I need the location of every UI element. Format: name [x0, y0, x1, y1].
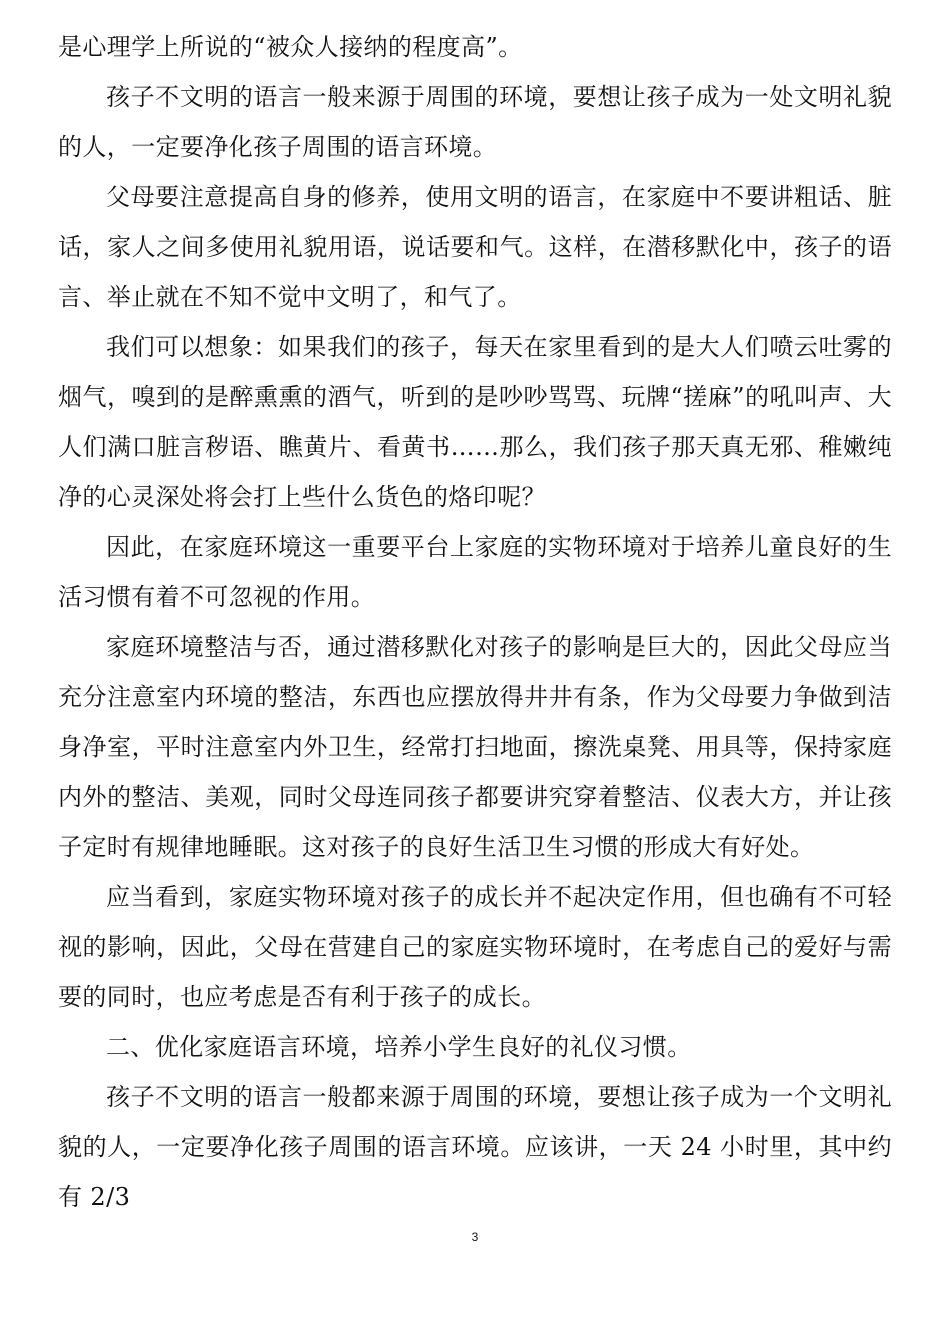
- paragraph-9: 孩子不文明的语言一般都来源于周围的环境，要想让孩子成为一个文明礼貌的人，一定要净化孩子周围的语言环境。应该讲，一天 24 小时里，其中约有 2/3: [58, 1083, 892, 1211]
- section-heading: 二、优化家庭语言环境，培养小学生良好的礼仪习惯。: [106, 1033, 692, 1061]
- page-number: 3: [471, 1230, 479, 1244]
- paragraph-3: 父母要注意提高自身的修养，使用文明的语言，在家庭中不要讲粗话、脏话，家人之间多使用礼貌用语，说话要和气。这样，在潜移默化中，孩子的语言、举止就在不知不觉中文明了，和气了。: [58, 183, 892, 311]
- paragraph-5: 因此，在家庭环境这一重要平台上家庭的实物环境对于培养儿童良好的生活习惯有着不可忽视的作用。: [58, 533, 892, 611]
- paragraph-7: 应当看到，家庭实物环境对孩子的成长并不起决定作用，但也确有不可轻视的影响，因此，父母在营建自己的家庭实物环境时，在考虑自己的爱好与需要的同时，也应考虑是否有利于孩子的成长。: [58, 883, 892, 1011]
- paragraph-2: 孩子不文明的语言一般来源于周围的环境，要想让孩子成为一处文明礼貌的人，一定要净化孩子周围的语言环境。: [58, 83, 892, 161]
- paragraph-4: 我们可以想象：如果我们的孩子，每天在家里看到的是大人们喷云吐雾的烟气，嗅到的是醉熏熏的酒气，听到的是吵吵骂骂、玩牌“搓麻”的吼叫声、大人们满口脏言秽语、瞧黄片、看黄书……那么，我们孩子那天真无邪、稚嫩纯净的心灵深处将会打上些什么货色的烙印呢？: [58, 333, 892, 511]
- paragraph-1: 是心理学上所说的“被众人接纳的程度高”。: [58, 33, 523, 61]
- document-page: [58, 22, 892, 1222]
- paragraph-6: 家庭环境整洁与否，通过潜移默化对孩子的影响是巨大的，因此父母应当充分注意室内环境的整洁，东西也应摆放得井井有条，作为父母要力争做到洁身净室，平时注意室内外卫生，经常打扫地面，擦洗桌凳、用具等，保持家庭内外的整洁、美观，同时父母连同孩子都要讲究穿着整洁、仪表大方，并让孩子定时有规律地睡眠。这对孩子的良好生活卫生习惯的形成大有好处。: [58, 633, 892, 861]
